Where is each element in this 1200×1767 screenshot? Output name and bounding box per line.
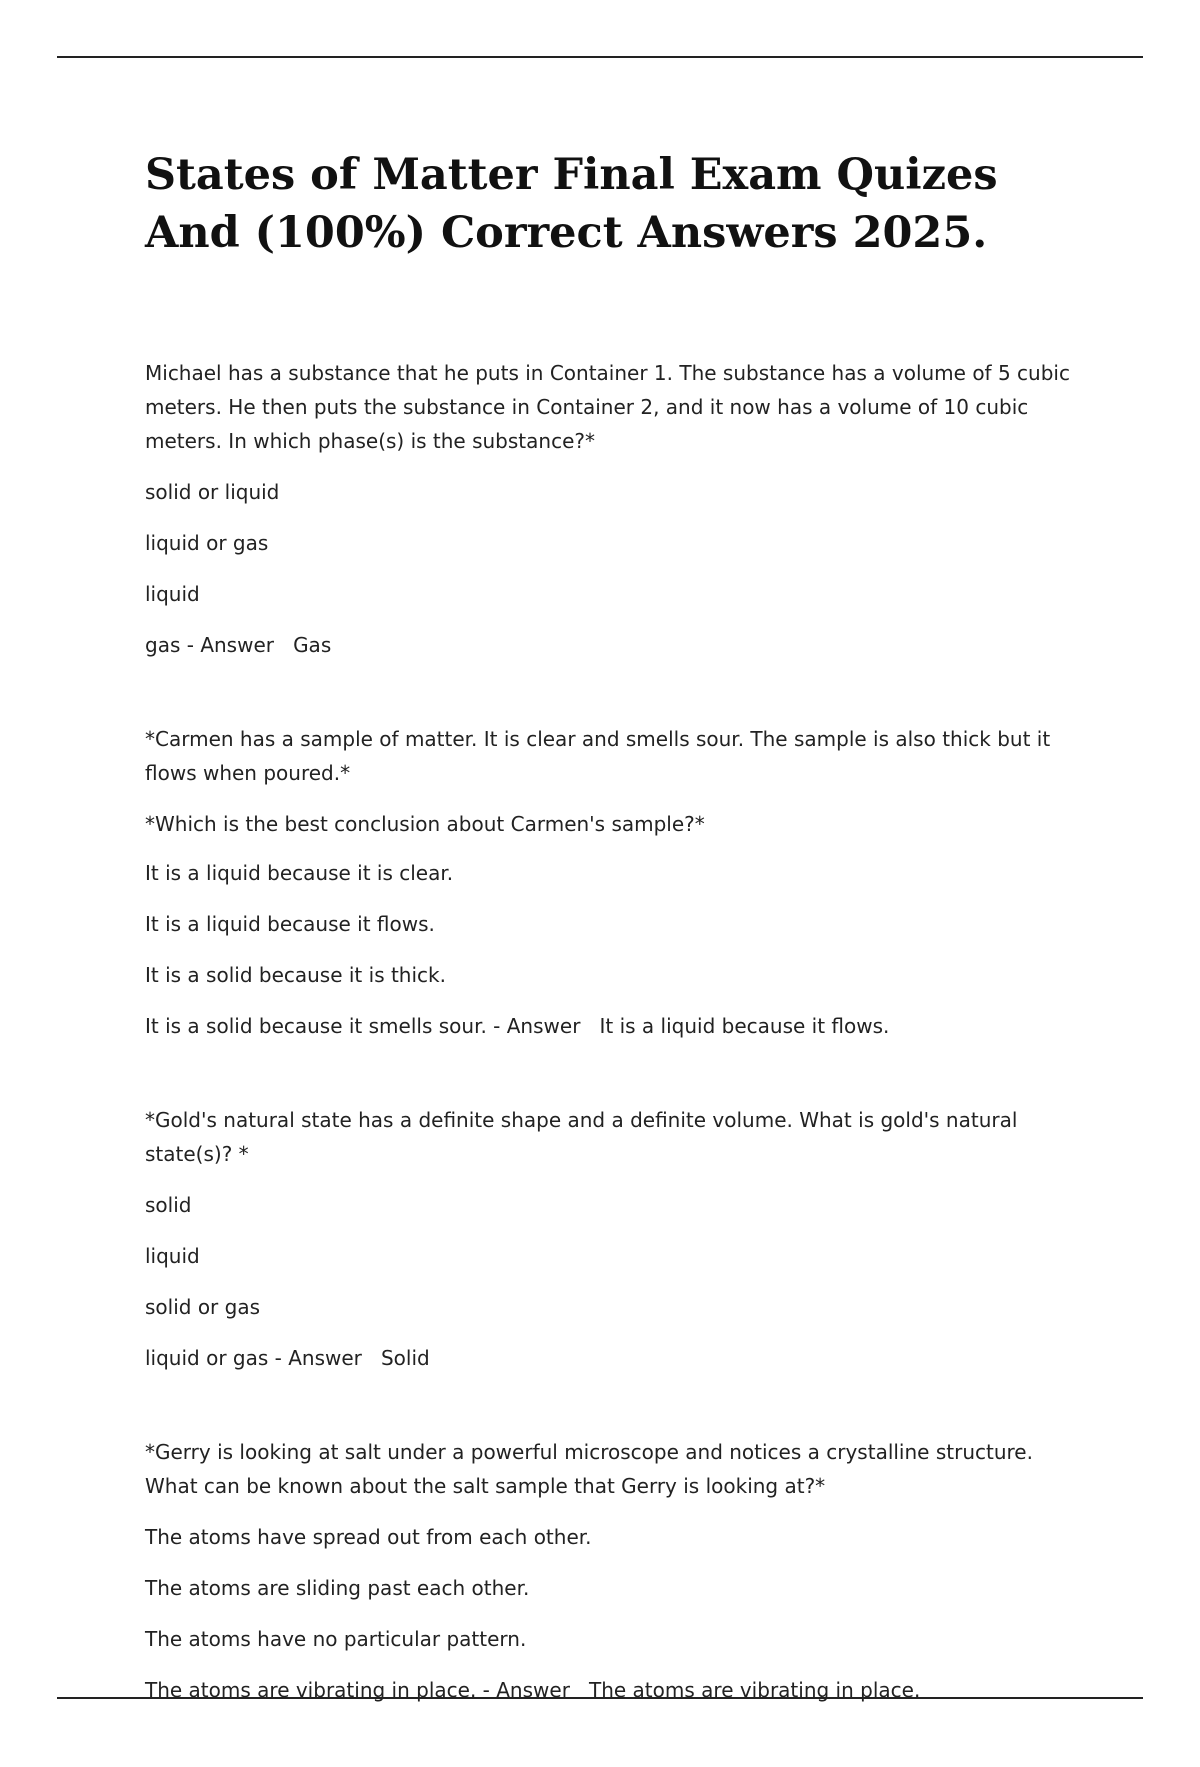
question-block bbox=[145, 1435, 1085, 1707]
answer-option-with-key: gas - Answer Gas bbox=[145, 633, 332, 657]
answer-option: The atoms are sliding past each other. bbox=[145, 1576, 530, 1600]
correct-answer: Solid bbox=[380, 1346, 430, 1370]
footer-rule bbox=[57, 1697, 1143, 1699]
question-prompt: *Which is the best conclusion about Carmen's sample?* bbox=[145, 812, 705, 836]
answer-label: Answer bbox=[200, 633, 274, 657]
answer-option: It is a liquid because it flows. bbox=[145, 912, 435, 936]
question-prompt: Michael has a substance that he puts in Container 1. The substance has a volume of 5 cubic meters. He then puts the substance in Container 2, and it now has a volume of 10 cubic meters. In which phase(s) is the substance?* bbox=[145, 361, 1070, 453]
answer-option: It is a solid because it smells sour. bbox=[145, 1014, 487, 1038]
answer-option: The atoms are vibrating in place. bbox=[145, 1678, 477, 1702]
answer-option: It is a solid because it is thick. bbox=[145, 963, 446, 987]
answer-option: liquid bbox=[145, 1244, 200, 1268]
document-body bbox=[145, 356, 1085, 1767]
answer-option-with-key: liquid or gas - Answer Solid bbox=[145, 1346, 430, 1370]
answer-option-with-key: It is a solid because it smells sour. - Answer It is a liquid because it flows. bbox=[145, 1014, 890, 1038]
answer-label: Answer bbox=[288, 1346, 362, 1370]
question-block bbox=[145, 1103, 1085, 1375]
answer-label: Answer bbox=[496, 1678, 570, 1702]
answer-option: solid or liquid bbox=[145, 480, 280, 504]
answer-option: gas bbox=[145, 633, 181, 657]
answer-option: solid or gas bbox=[145, 1295, 261, 1319]
header-rule bbox=[57, 56, 1143, 58]
question-block bbox=[145, 722, 1085, 1043]
question-prompt: *Carmen has a sample of matter. It is clear and smells sour. The sample is also thick but it flows when poured.* bbox=[145, 727, 1051, 785]
question-block bbox=[145, 356, 1085, 662]
question-prompt: *Gold's natural state has a definite shape and a definite volume. What is gold's natural state(s)? * bbox=[145, 1108, 1018, 1166]
question-prompt: *Gerry is looking at salt under a powerful microscope and notices a crystalline structure. What can be known about the salt sample that Gerry is looking at?* bbox=[145, 1440, 1033, 1498]
answer-option: The atoms have no particular pattern. bbox=[145, 1627, 527, 1651]
correct-answer: It is a liquid because it flows. bbox=[599, 1014, 890, 1038]
answer-option: It is a liquid because it is clear. bbox=[145, 861, 454, 885]
answer-option: liquid bbox=[145, 582, 200, 606]
answer-option: liquid or gas bbox=[145, 531, 269, 555]
answer-option: liquid or gas bbox=[145, 1346, 269, 1370]
answer-option-with-key: The atoms are vibrating in place. - Answer The atoms are vibrating in place. bbox=[145, 1678, 921, 1702]
answer-option: solid bbox=[145, 1193, 192, 1217]
correct-answer: Gas bbox=[293, 633, 332, 657]
answer-label: Answer bbox=[506, 1014, 581, 1038]
correct-answer: The atoms are vibrating in place. bbox=[589, 1678, 921, 1702]
page-title: States of Matter Final Exam Quizes And (100%) Correct Answers 2025. bbox=[145, 150, 998, 258]
answer-option: The atoms have spread out from each other. bbox=[145, 1525, 592, 1549]
